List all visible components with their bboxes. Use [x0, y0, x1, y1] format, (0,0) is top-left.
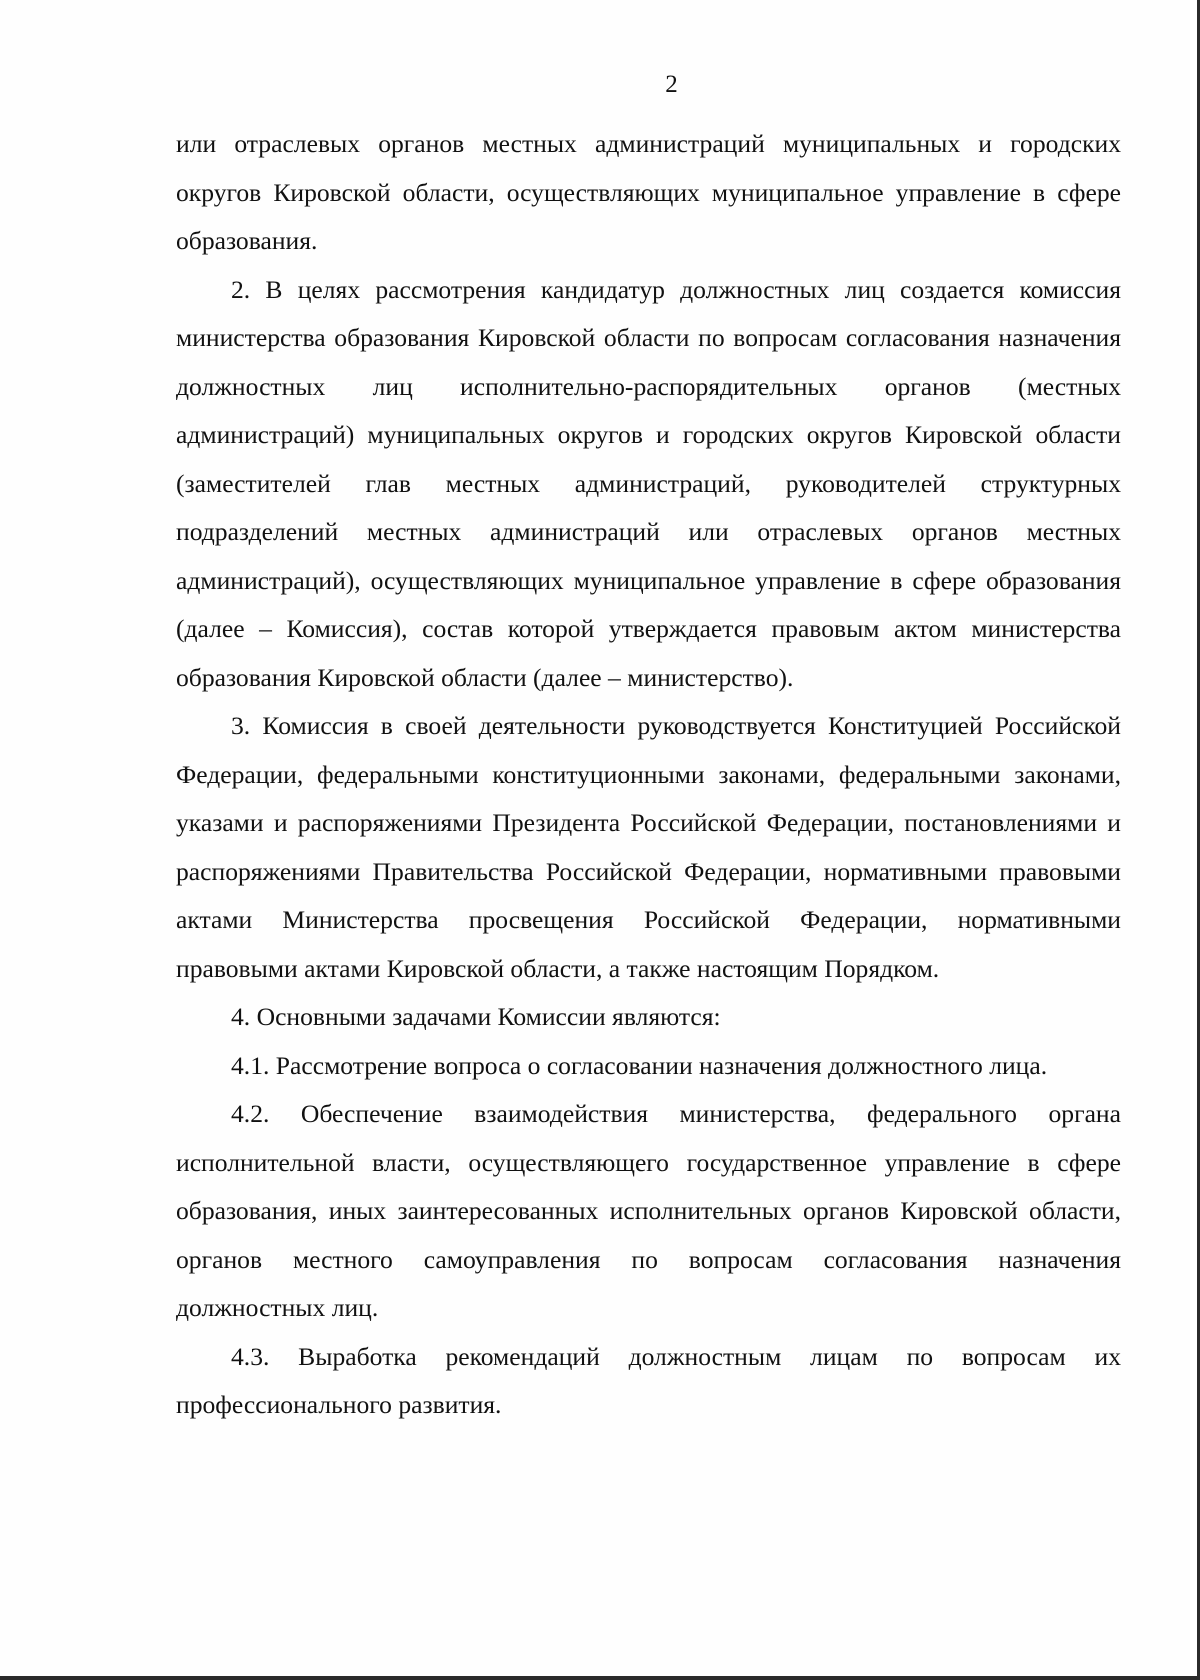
scan-edge-bottom: [0, 1676, 1200, 1680]
paragraph-item-4: 4. Основными задачами Комиссии являются:: [231, 1002, 721, 1031]
paragraph-item-4-2: 4.2. Обеспечение взаимодействия министерства, федерального органа исполнительной власти, осуществляющего государственное управление в сфере образования, иных заинтересованных исполнительных органов Кировской области, органов местного самоуправления по вопросам согласования назначения должностных лиц.: [176, 1099, 1121, 1322]
document-body: [176, 120, 1121, 1430]
paragraph-item-2: 2. В целях рассмотрения кандидатур должностных лиц создается комиссия министерства образования Кировской области по вопросам согласования назначения должностных лиц исполнительно-распорядительных органов (местных администраций) муниципальных округов и городских округов Кировской области (заместителей глав местных администраций, руководителей структурных подразделений местных администраций или отраслевых органов местных администраций), осуществляющих муниципальное управление в сфере образования (далее – Комиссия), состав которой утверждается правовым актом министерства образования Кировской области (далее – министерство).: [176, 274, 1121, 692]
paragraph-item-4-1: 4.1. Рассмотрение вопроса о согласовании назначения должностного лица.: [231, 1050, 1048, 1080]
page-number: 2: [665, 71, 678, 98]
paragraph-item-3: 3. Комиссия в своей деятельности руководствуется Конституцией Российской Федерации, федеральными конституционными законами, федеральными законами, указами и распоряжениями Президента Российской Федерации, постановлениями и распоряжениями Правительства Российской Федерации, нормативными правовыми актами Министерства просвещения Российской Федерации, нормативными правовыми актами Кировской области, а также настоящим Порядком.: [176, 711, 1121, 983]
paragraph-item-4-3: 4.3. Выработка рекомендаций должностным лицам по вопросам их профессионального развития.: [176, 1341, 1121, 1419]
paragraph-continuation: или отраслевых органов местных администраций муниципальных и городских округов Кировской области, осуществляющих муниципальное управление в сфере образования.: [176, 129, 1121, 255]
